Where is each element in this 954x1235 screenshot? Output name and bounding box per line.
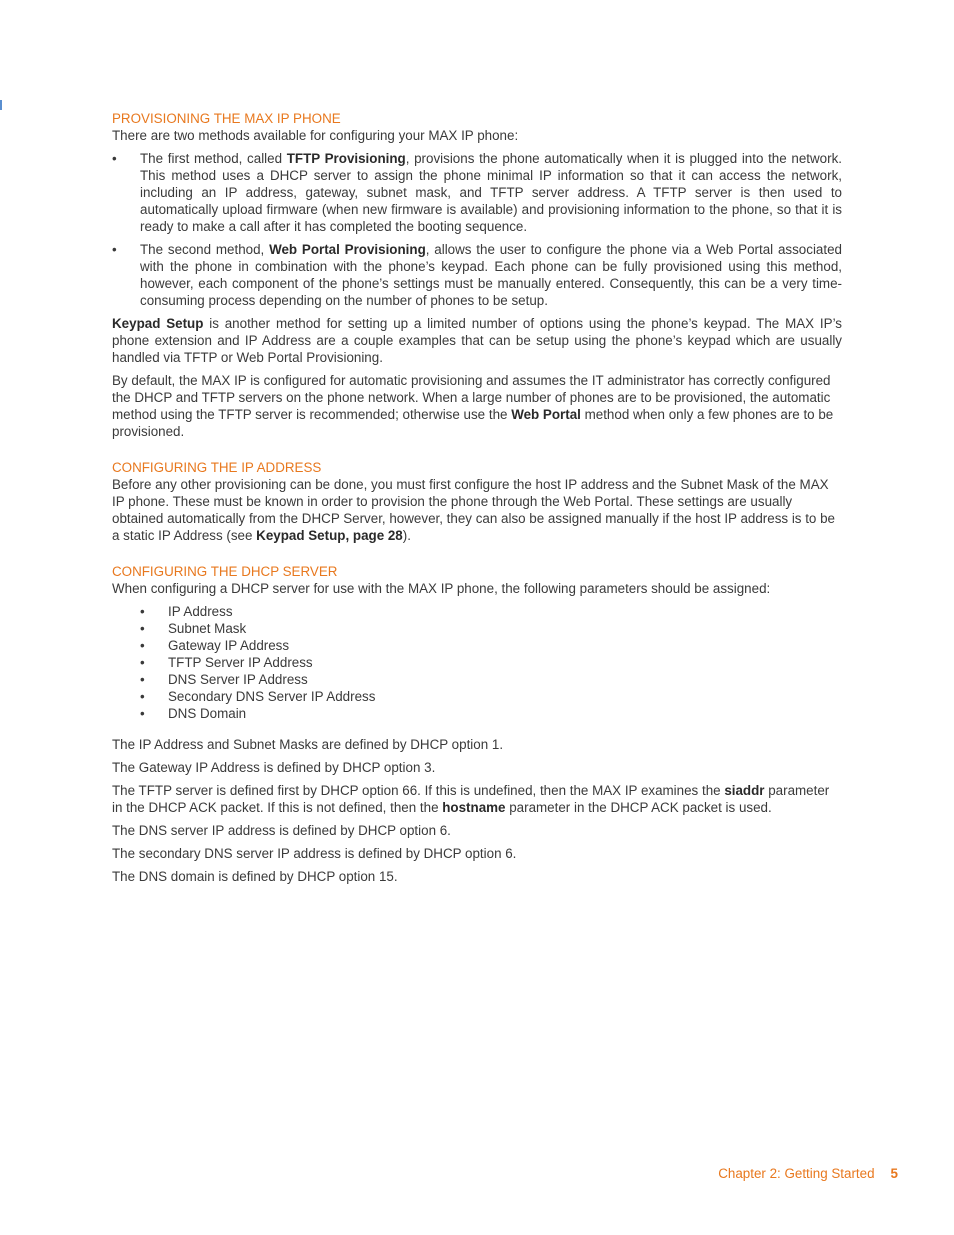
tftp-hostname: hostname [442, 800, 506, 815]
section-ip-address [112, 459, 842, 544]
method-web-pre: The second method, [140, 242, 270, 257]
list-item [140, 620, 842, 637]
method-tftp [112, 150, 842, 235]
heading-dhcp: CONFIGURING THE DHCP SERVER [112, 564, 338, 579]
list-item [140, 654, 842, 671]
ip-address-paragraph [112, 476, 842, 544]
bullet: • [112, 242, 117, 257]
section-provisioning [112, 110, 842, 440]
param-label: IP Address [168, 604, 233, 619]
param-label: Subnet Mask [168, 621, 247, 636]
dhcp-params-list [140, 603, 842, 722]
bullet: • [140, 621, 145, 636]
ip-pre: Before any other provisioning can be done, you must first configure the host IP address and the Subnet Mask of the MAX IP phone. These must be known in order to provision the phone through the Web Portal. These settings are usually obtained automatically from the DHCP Server, however, they can also be assigned manually if the host IP address is to be a static IP Address (see [112, 477, 835, 543]
default-pre: By default, the MAX IP is configured for automatic provisioning and assumes the IT administrator has correctly configured the DHCP and TFTP servers on the phone network. When a large number of phones are to be provisioned, the automatic method using the TFTP server is recommended; otherwise use the [112, 373, 831, 422]
page-edge-mark [0, 100, 2, 110]
list-item [140, 603, 842, 620]
dhcp-tftp-paragraph [112, 782, 842, 816]
param-label: Gateway IP Address [168, 638, 290, 653]
bullet: • [112, 151, 117, 166]
param-label: DNS Server IP Address [168, 672, 308, 687]
list-item [140, 705, 842, 722]
param-label: TFTP Server IP Address [168, 655, 313, 670]
bullet: • [140, 672, 145, 687]
bullet: • [140, 655, 145, 670]
section-dhcp [112, 563, 842, 885]
bullet: • [140, 604, 145, 619]
dhcp-dns-option: The DNS server IP address is defined by DHCP option 6. [112, 823, 451, 838]
dhcp-domain-option: The DNS domain is defined by DHCP option 15. [112, 869, 398, 884]
method-tftp-bold: TFTP Provisioning [286, 151, 406, 166]
dhcp-option-1: The IP Address and Subnet Masks are defined by DHCP option 1. [112, 737, 504, 752]
param-label: DNS Domain [168, 706, 247, 721]
method-web-post: , allows the user to configure the phone via a Web Portal associated with the phone in combination with the phone’s keypad. Each phone can be fully provisioned using this method, however, each component of the phone’s settings must be manually entered. Consequently, this can be a very time-consuming process depending on the number of phones to be setup. [140, 242, 842, 308]
method-tftp-post: , provisions the phone automatically when it is plugged into the network. This method uses a DHCP server to assign the phone minimal IP information so that it can access the network, including an IP address, gateway, subnet mask, and TFTP server address. A TFTP server is then used to automatically upload firmware (when new firmware is available) and provisioning information to the phone, so that it is ready to make a call after it has completed the booting sequence. [140, 151, 842, 234]
method-web-portal [112, 241, 842, 309]
page-number: 5 [890, 1166, 898, 1181]
page-content [112, 110, 842, 885]
tftp-c: parameter in the DHCP ACK packet. If this is not defined, then the [112, 783, 830, 815]
bullet: • [140, 689, 145, 704]
keypad-paragraph [112, 315, 842, 366]
footer-chapter: Chapter 2: Getting Started [718, 1166, 875, 1181]
dhcp-secondary-dns-option: The secondary DNS server IP address is defined by DHCP option 6. [112, 846, 517, 861]
heading-provisioning: PROVISIONING THE MAX IP PHONE [112, 111, 341, 126]
keypad-post: is another method for setting up a limited number of options using the phone’s keypad. The MAX IP’s phone extension and IP Address are a couple examples that can be setup using the phone’s keypad which are usually handled via TFTP or Web Portal Provisioning. [112, 316, 843, 365]
default-bold: Web Portal [511, 407, 581, 422]
methods-list [112, 150, 842, 309]
keypad-bold: Keypad Setup [112, 316, 204, 331]
provisioning-intro: There are two methods available for configuring your MAX IP phone: [112, 128, 519, 143]
list-item [140, 637, 842, 654]
ip-post: ). [402, 528, 411, 543]
default-paragraph [112, 372, 842, 440]
bullet: • [140, 706, 145, 721]
heading-ip-address: CONFIGURING THE IP ADDRESS [112, 460, 322, 475]
method-tftp-pre: The first method, called [140, 151, 287, 166]
default-post: method when only a few phones are to be provisioned. [112, 407, 834, 439]
tftp-siaddr: siaddr [724, 783, 765, 798]
ip-bold-link-text: Keypad Setup, page 28 [256, 528, 403, 543]
tftp-d: parameter in the DHCP ACK packet is used. [505, 800, 772, 815]
dhcp-intro: When configuring a DHCP server for use with the MAX IP phone, the following parameters should be assigned: [112, 581, 771, 596]
list-item [140, 671, 842, 688]
dhcp-option-3: The Gateway IP Address is defined by DHCP option 3. [112, 760, 436, 775]
param-label: Secondary DNS Server IP Address [168, 689, 376, 704]
list-item [140, 688, 842, 705]
bullet: • [140, 638, 145, 653]
page-footer [718, 1165, 898, 1182]
method-web-bold: Web Portal Provisioning [269, 242, 426, 257]
tftp-a: The TFTP server is defined first by DHCP option 66. If this is undefined, then the MAX IP examines the [112, 783, 725, 798]
